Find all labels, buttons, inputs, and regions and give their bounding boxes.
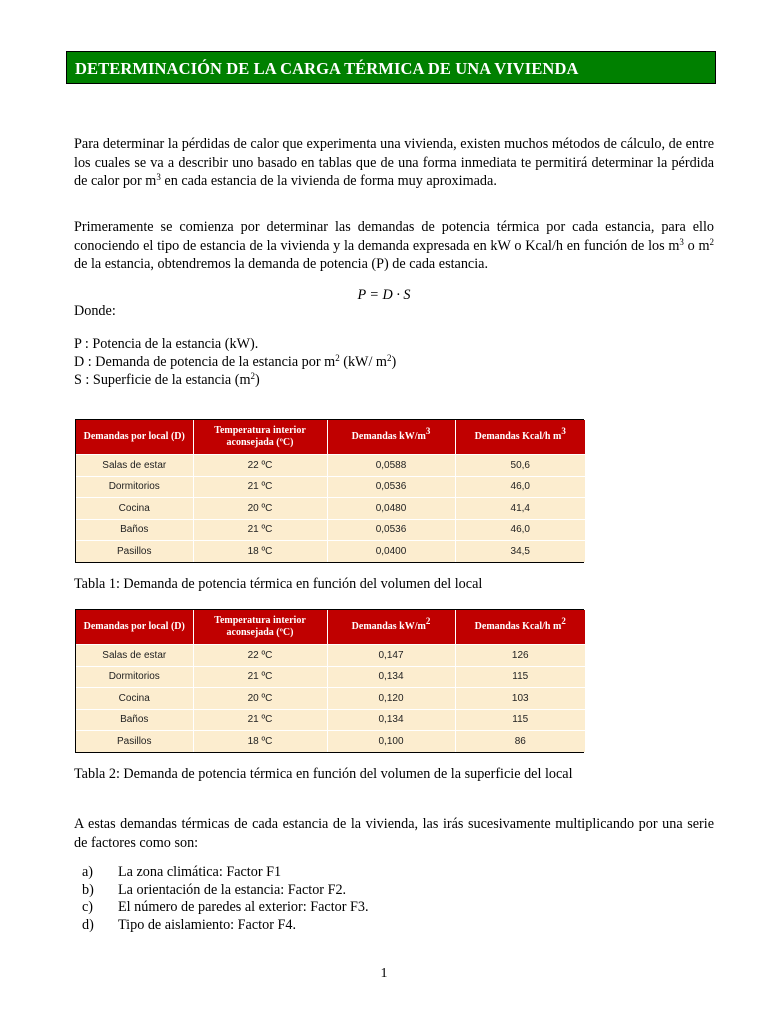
demand-table-surface <box>75 609 584 753</box>
list-item <box>82 917 369 935</box>
column-header-text: Demandas por local (D) <box>83 621 185 632</box>
intro-superscript: 3 <box>156 172 161 182</box>
table-row <box>76 498 585 520</box>
table-cell: 34,5 <box>455 541 585 562</box>
method-superscript-2: 2 <box>709 236 714 247</box>
demand-table-volume <box>75 419 584 563</box>
column-header-sup: 2 <box>425 616 431 626</box>
column-header-text: Temperatura interior aconsejada (ºC) <box>214 615 306 638</box>
table-cell: Salas de estar <box>76 645 193 667</box>
table-cell: 21 ºC <box>193 519 327 541</box>
definition-d-text-3: ) <box>391 354 397 370</box>
table-cell: 50,6 <box>455 455 585 477</box>
document-title: DETERMINACIÓN DE LA CARGA TÉRMICA DE UNA VIVIENDA <box>66 51 716 84</box>
table-cell: Pasillos <box>76 541 193 562</box>
table-row <box>76 731 585 752</box>
table-cell: 0,0480 <box>327 498 455 520</box>
intro-text-1: Para determinar la pérdidas de calor que experimenta una vivienda, existen muchos métodos de cálculo, de entre los cuales se va a describir uno basado en tablas que de una forma inmediata te permitirá determinar la pérdida de calor por m <box>74 136 714 189</box>
table-cell: Dormitorios <box>76 666 193 688</box>
list-item-text: La orientación de la estancia: Factor F2. <box>118 881 347 898</box>
donde-label: Donde: <box>74 303 116 319</box>
definition-d-text-2: (kW/ m <box>339 354 387 370</box>
table-row <box>76 666 585 688</box>
table-cell: Salas de estar <box>76 455 193 477</box>
table-cell: 41,4 <box>455 498 585 520</box>
table-cell: 46,0 <box>455 476 585 498</box>
table-row <box>76 455 585 477</box>
factors-list <box>82 864 369 934</box>
power-formula: P = D · S <box>357 287 411 303</box>
table-cell: 22 ºC <box>193 455 327 477</box>
page-number: 1 <box>380 966 388 981</box>
method-text-1: Primeramente se comienza por determinar las demandas de potencia térmica por cada estancia, para ello conociendo el tipo de estancia de la vivienda y la demanda expresada en kW o Kcal/h en función de los m <box>74 219 714 254</box>
table-cell: 0,0536 <box>327 476 455 498</box>
table-cell: 20 ºC <box>193 688 327 710</box>
column-header-text: Demandas kW/m <box>351 431 426 442</box>
table-row <box>76 519 585 541</box>
table-cell: 86 <box>455 731 585 752</box>
column-header-kcal <box>455 610 585 645</box>
column-header-kw <box>327 420 455 455</box>
column-header-kcal <box>455 420 585 455</box>
method-text-2: de la estancia, obtendremos la demanda de potencia (P) de cada estancia. <box>74 256 489 272</box>
table2-caption: Tabla 2: Demanda de potencia térmica en función del volumen de la superficie del local <box>74 766 573 782</box>
table-cell: Pasillos <box>76 731 193 752</box>
table-cell: 126 <box>455 645 585 667</box>
table-cell: 0,134 <box>327 666 455 688</box>
table-cell: Cocina <box>76 498 193 520</box>
list-item-text: La zona climática: Factor F1 <box>118 864 282 880</box>
definition-s-text-1: S : Superficie de la estancia (m <box>74 372 251 388</box>
table-cell: 22 ºC <box>193 645 327 667</box>
definition-d <box>74 353 396 372</box>
table-cell: Cocina <box>76 688 193 710</box>
column-header-text: Demandas por local (D) <box>83 431 185 442</box>
table-cell: 115 <box>455 666 585 688</box>
method-superscript-1: 3 <box>679 236 684 247</box>
list-item-label: b) <box>82 881 94 898</box>
column-header-sup: 2 <box>561 616 566 626</box>
table-cell: 18 ºC <box>193 541 327 562</box>
list-item <box>82 899 369 917</box>
table-cell: 0,120 <box>327 688 455 710</box>
table-cell: 0,147 <box>327 645 455 667</box>
definition-s-text-2: ) <box>255 372 260 388</box>
table-cell: 21 ºC <box>193 476 327 498</box>
table-header-row <box>76 610 585 645</box>
list-item <box>82 882 369 900</box>
list-item-label: d) <box>82 916 94 933</box>
intro-paragraph <box>74 135 714 191</box>
definition-s-sup: 2 <box>250 371 255 381</box>
column-header-local <box>76 610 193 645</box>
intro-text-2: en cada estancia de la vivienda de forma muy aproximada. <box>160 173 497 189</box>
table-header-row <box>76 420 585 455</box>
table-cell: 0,0400 <box>327 541 455 562</box>
table-cell: 18 ºC <box>193 731 327 752</box>
column-header-temperature <box>193 610 327 645</box>
table-cell: 0,134 <box>327 709 455 731</box>
list-item-label: a) <box>82 864 94 880</box>
table-row <box>76 541 585 562</box>
definition-d-sup-2: 2 <box>386 353 392 363</box>
column-header-text: Demandas kW/m <box>351 621 426 632</box>
column-header-sup: 3 <box>561 426 566 436</box>
definition-d-sup-1: 2 <box>335 353 340 363</box>
list-item-label: c) <box>82 899 94 915</box>
list-item <box>82 864 369 882</box>
table-cell: 21 ºC <box>193 666 327 688</box>
table-row <box>76 688 585 710</box>
factors-paragraph: A estas demandas térmicas de cada estancia de la vivienda, las irás sucesivamente multiplicando por una serie de factores como son: <box>74 816 714 851</box>
table-cell: 20 ºC <box>193 498 327 520</box>
table-cell: 0,100 <box>327 731 455 752</box>
table-cell: 0,0588 <box>327 455 455 477</box>
table1-caption: Tabla 1: Demanda de potencia térmica en función del volumen del local <box>74 576 483 592</box>
list-item-text: Tipo de aislamiento: Factor F4. <box>118 916 296 933</box>
table-cell: Baños <box>76 709 193 731</box>
list-item-text: El número de paredes al exterior: Factor F3. <box>118 899 369 915</box>
table-cell: 103 <box>455 688 585 710</box>
table-row <box>76 709 585 731</box>
table-cell: 46,0 <box>455 519 585 541</box>
column-header-temperature <box>193 420 327 455</box>
definition-d-text-1: D : Demanda de potencia de la estancia por m <box>74 354 336 370</box>
table-row <box>76 645 585 667</box>
table-cell: Dormitorios <box>76 476 193 498</box>
definition-p: P : Potencia de la estancia (kW). <box>74 336 259 352</box>
table-cell: Baños <box>76 519 193 541</box>
column-header-sup: 3 <box>425 426 431 436</box>
table-cell: 115 <box>455 709 585 731</box>
definition-s <box>74 371 260 390</box>
table-row <box>76 476 585 498</box>
column-header-text: Temperatura interior aconsejada (ºC) <box>214 425 306 448</box>
method-paragraph <box>74 218 714 274</box>
column-header-text: Demandas Kcal/h m <box>474 431 562 442</box>
table-cell: 0,0536 <box>327 519 455 541</box>
column-header-text: Demandas Kcal/h m <box>474 621 562 632</box>
column-header-local <box>76 420 193 455</box>
method-text-mid: o m <box>683 237 710 254</box>
column-header-kw <box>327 610 455 645</box>
table-cell: 21 ºC <box>193 709 327 731</box>
